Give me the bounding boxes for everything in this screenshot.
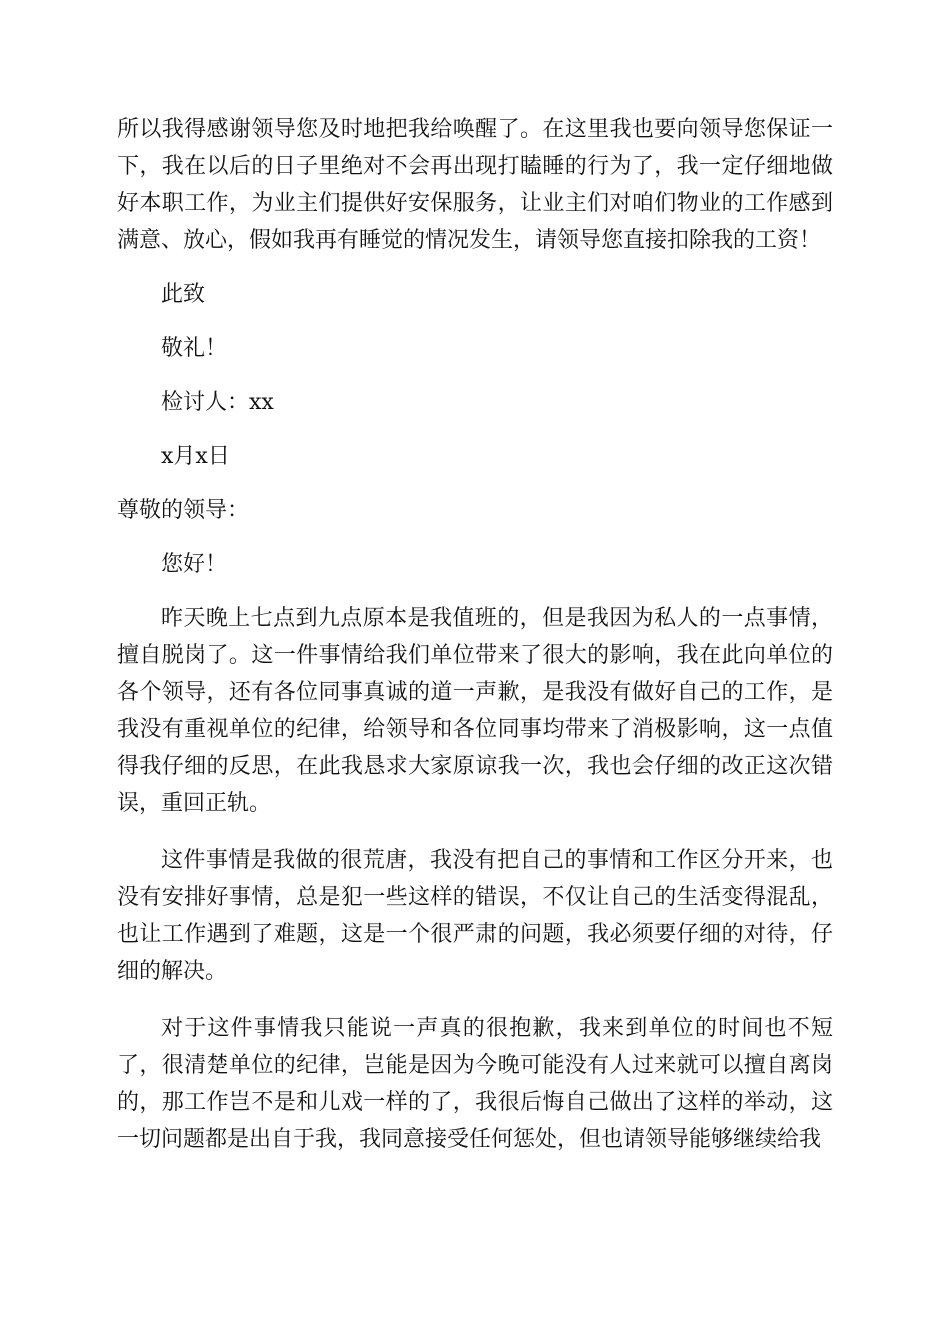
continuation-paragraph: 所以我得感谢领导您及时地把我给唤醒了。在这里我也要向领导您保证一下，我在以后的日子里绝对不会再出现打瞌睡的行为了，我一定仔细地做好本职工作，为业主们提供好安保服务，让业主们对咱们物业的工作感到满意、放心，假如我再有睡觉的情况发生，请领导您直接扣除我的工资！ bbox=[117, 117, 833, 253]
closing-regards: 敬礼！ bbox=[161, 336, 228, 361]
closing-line: 此致 bbox=[161, 282, 206, 307]
document-body bbox=[117, 111, 833, 1158]
date-line: x月x日 bbox=[161, 444, 230, 469]
body-paragraph-3: 对于这件事情我只能说一声真的很抱歉，我来到单位的时间也不短了，很清楚单位的纪律，岂能是因为今晚可能没有人过来就可以擅自离岗的，那工作岂不是和儿戏一样的了，我很后悔自己做出了这样的举动，这一切问题都是出自于我，我同意接受任何惩处，但也请领导能够继续给我 bbox=[117, 1016, 833, 1152]
greeting: 您好！ bbox=[161, 552, 228, 577]
body-paragraph-2: 这件事情是我做的很荒唐，我没有把自己的事情和工作区分开来，也没有安排好事情，总是犯一些这样的错误，不仅让自己的生活变得混乱，也让工作遇到了难题，这是一个很严肃的问题，我必须要仔细的对待，仔细的解决。 bbox=[117, 848, 833, 984]
signer-line: 检讨人：xx bbox=[161, 390, 274, 415]
body-paragraph-1: 昨天晚上七点到九点原本是我值班的，但是我因为私人的一点事情，擅自脱岗了。这一件事情给我们单位带来了很大的影响，我在此向单位的各个领导，还有各位同事真诚的道一声歉，是我没有做好自己的工作，是我没有重视单位的纪律，给领导和各位同事均带来了消极影响，这一点值得我仔细的反思，在此我恳求大家原谅我一次，我也会仔细的改正这次错误，重回正轨。 bbox=[117, 606, 833, 816]
salutation: 尊敬的领导： bbox=[117, 498, 250, 523]
